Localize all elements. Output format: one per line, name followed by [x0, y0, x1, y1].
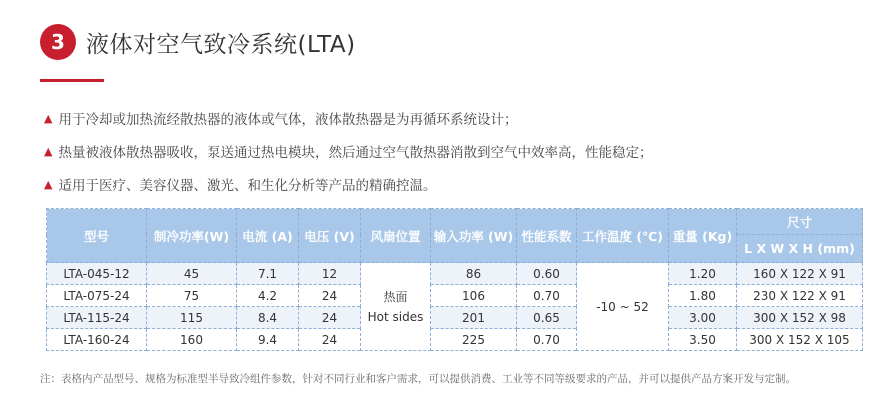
cell-weight: 3.50 [669, 329, 737, 351]
cell-cop: 0.65 [517, 307, 577, 329]
cell-weight: 3.00 [669, 307, 737, 329]
header-weight: 重量 (Kg) [669, 209, 737, 263]
cell-voltage: 12 [299, 263, 361, 285]
feature-item [44, 173, 652, 195]
section-number-badge: 3 [40, 24, 76, 60]
header-cop: 性能系数 [517, 209, 577, 263]
cell-model: LTA-075-24 [47, 285, 147, 307]
header-size: 尺寸 [737, 209, 863, 235]
cell-size: 300 X 152 X 105 [737, 329, 863, 351]
header-input-power: 输入功率 (W) [431, 209, 517, 263]
cell-model: LTA-045-12 [47, 263, 147, 285]
triangle-bullet-icon: ▲ [44, 111, 53, 125]
header-voltage: 电压 (V) [299, 209, 361, 263]
cell-size: 160 X 122 X 91 [737, 263, 863, 285]
cell-weight: 1.20 [669, 263, 737, 285]
table-row [47, 263, 863, 285]
cell-model: LTA-160-24 [47, 329, 147, 351]
cell-temp: -10 ~ 52 [577, 263, 669, 351]
cell-size: 230 X 122 X 91 [737, 285, 863, 307]
cell-cop: 0.60 [517, 263, 577, 285]
feature-item [44, 107, 652, 129]
header-size-sub: L X W X H (mm) [737, 235, 863, 263]
cell-size: 300 X 152 X 98 [737, 307, 863, 329]
cell-cooling-power: 45 [147, 263, 237, 285]
cell-voltage: 24 [299, 285, 361, 307]
cell-cop: 0.70 [517, 285, 577, 307]
cell-weight: 1.80 [669, 285, 737, 307]
fan-position-en: Hot sides [367, 309, 424, 324]
feature-text: 适用于医疗、美容仪器、激光、和生化分析等产品的精确控温。 [58, 178, 437, 194]
header-cooling-power: 制冷功率(W) [147, 209, 237, 263]
cell-current: 8.4 [237, 307, 299, 329]
table-row [47, 329, 863, 351]
cell-input-power: 106 [431, 285, 517, 307]
table-row [47, 285, 863, 307]
feature-text: 热量被液体散热器吸收，泵送通过热电模块，然后通过空气散热器消散到空气中效率高，性能稳定； [58, 145, 653, 161]
feature-text: 用于冷却或加热流经散热器的液体或气体，液体散热器是为再循环系统设计； [58, 112, 518, 128]
header-model: 型号 [47, 209, 147, 263]
cell-current: 9.4 [237, 329, 299, 351]
cell-current: 7.1 [237, 263, 299, 285]
cell-input-power: 86 [431, 263, 517, 285]
page-title: 液体对空气致冷系统(LTA) [86, 31, 356, 58]
cell-voltage: 24 [299, 307, 361, 329]
spec-table [46, 208, 863, 351]
cell-cooling-power: 115 [147, 307, 237, 329]
table-row [47, 307, 863, 329]
cell-input-power: 225 [431, 329, 517, 351]
feature-item [44, 140, 652, 162]
cell-cooling-power: 75 [147, 285, 237, 307]
cell-current: 4.2 [237, 285, 299, 307]
triangle-bullet-icon: ▲ [44, 144, 53, 158]
cell-voltage: 24 [299, 329, 361, 351]
cell-model: LTA-115-24 [47, 307, 147, 329]
fan-position-cn: 热面 [383, 289, 408, 304]
footnote: 注：表格内产品型号、规格为标准型半导致冷组件参数，针对不同行业和客户需求，可以提供消费、工业等不同等级要求的产品，并可以提供产品方案开发与定制。 [40, 373, 796, 385]
cell-input-power: 201 [431, 307, 517, 329]
title-underline [40, 79, 104, 82]
cell-fan-position [361, 263, 431, 351]
triangle-bullet-icon: ▲ [44, 177, 53, 191]
header-temp: 工作温度 (℃) [577, 209, 669, 263]
header-current: 电流 (A) [237, 209, 299, 263]
feature-list [44, 107, 652, 206]
cell-cooling-power: 160 [147, 329, 237, 351]
section-header [40, 22, 356, 62]
cell-cop: 0.70 [517, 329, 577, 351]
header-fan-position: 风扇位置 [361, 209, 431, 263]
